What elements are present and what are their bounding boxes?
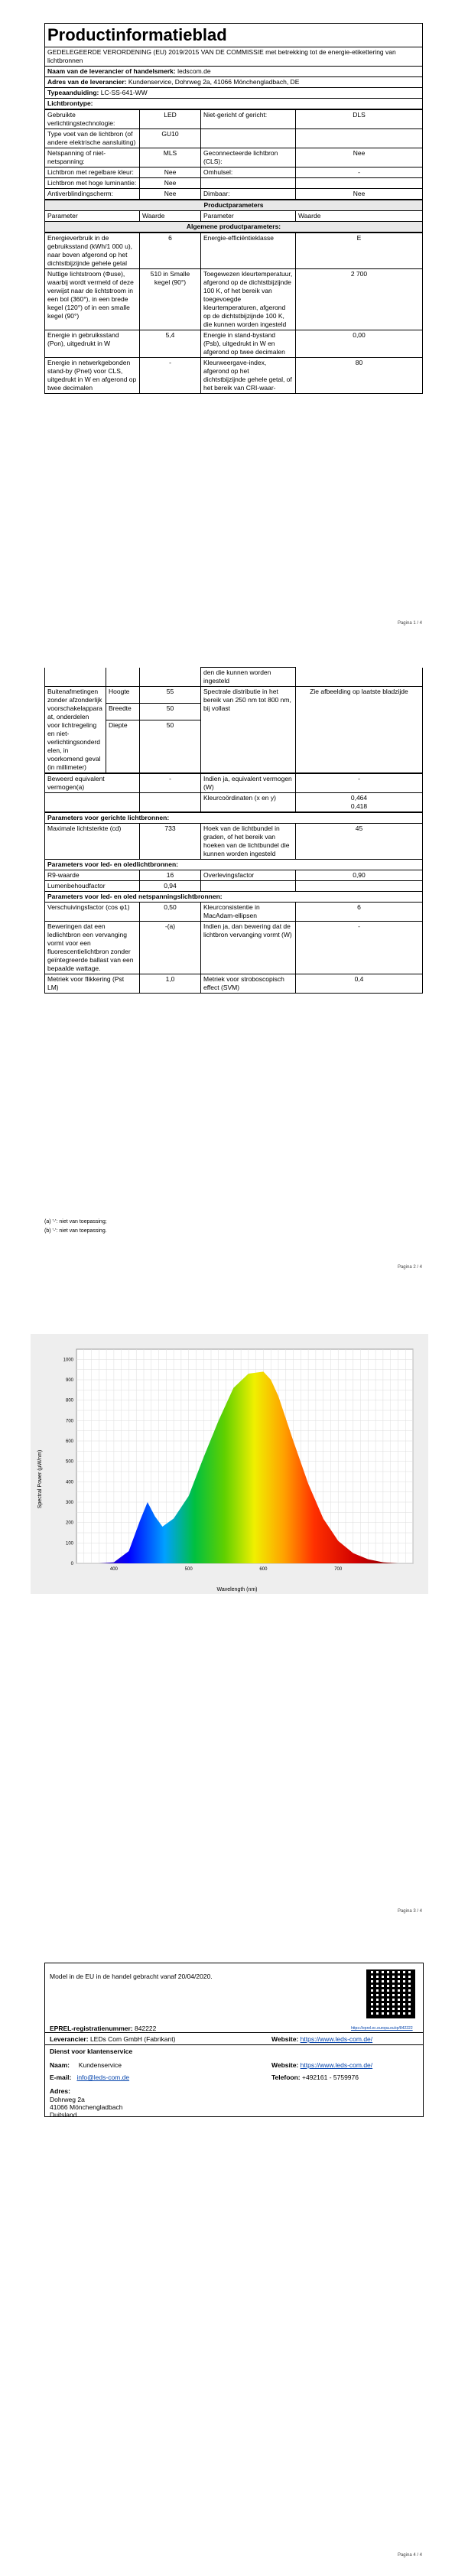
service-website-row (271, 2061, 372, 2069)
lighttype-row (45, 189, 423, 200)
x-tick-label: 700 (334, 1567, 343, 1572)
address-line: 41066 Mönchengladbach (50, 2103, 123, 2111)
mains-param-cell: 6 (296, 903, 423, 922)
service-name-row (50, 2061, 122, 2069)
col-param-2: Parameter (201, 211, 296, 222)
general-param-cell: Energie in netwerkgebonden stand-by (Pnet) voor CLS, uitgedrukt in W en afgerond op twee decimalen (45, 358, 140, 394)
phone-value: +492161 - 5759976 (302, 2073, 359, 2081)
page-number-3: Pagina 3 / 4 (397, 1909, 422, 1914)
lighttype-cell: Lichtbron met hoge luminantie: (45, 178, 140, 189)
col-value-2: Waarde (296, 211, 423, 222)
general-param-row (45, 358, 423, 394)
address-line: Dohrweg 2a (50, 2096, 85, 2103)
general-param-cell: - (140, 358, 201, 394)
page-1 (0, 0, 455, 644)
lighttype-cell: - (296, 168, 423, 178)
general-param-cell: 6 (140, 233, 201, 269)
lighttype-row (45, 129, 423, 148)
y-tick-label: 700 (65, 1419, 73, 1424)
led-param-cell: 0,90 (296, 870, 423, 881)
lighttype-row (45, 110, 423, 129)
x-tick-label: 500 (184, 1567, 193, 1572)
directional-param-row (45, 824, 423, 860)
col-param-1: Parameter (45, 211, 140, 222)
params-continued (44, 667, 422, 994)
lighttype-label: Lichtbrontype: (45, 99, 423, 109)
spectral-value: Zie afbeelding op laatste bladzijde (296, 687, 423, 773)
general-param-cell: Energieverbruik in de gebruiksstand (kWh/1 000 u), naar boven afgerond op het dichtstbijzijnde gehele getal (45, 233, 140, 269)
dim-width-label: Breedte (106, 704, 140, 720)
lighttype-cell: Niet-gericht of gericht: (201, 110, 296, 129)
led-header: Parameters voor led- en oledlichtbronnen: (45, 860, 423, 870)
general-param-cell: Kleurweergave-index, afgerond op het dichtstbijzijnde gehele getal, of het bereik van CRI-waar- (201, 358, 296, 394)
y-tick-label: 900 (65, 1378, 73, 1383)
directional-param-cell: Maximale lichtsterkte (cd) (45, 824, 140, 860)
address-block (50, 2096, 122, 2119)
regulation-text: GEDELEGEERDE VERORDENING (EU) 2019/2015 VAN DE COMMISSIE met betrekking tot de energie-etikettering van lichtbronnen (45, 47, 423, 67)
dim-height-value: 55 (140, 687, 201, 704)
lighttype-cell: Nee (140, 189, 201, 200)
phone-label: Telefoon: (271, 2073, 301, 2081)
supplier-name-value: ledscom.de (177, 67, 211, 75)
website-link[interactable]: https://www.leds-com.de/ (300, 2035, 373, 2043)
lighttype-cell: Type voet van de lichtbron (of andere elektrische aansluiting) (45, 129, 140, 148)
general-param-row (45, 330, 423, 358)
spectral-label: Spectrale distributie in het bereik van 250 nm tot 800 nm, bij vollast (201, 687, 296, 773)
address-line: Duitsland (50, 2111, 77, 2119)
mains-param-cell: Beweringen dat een ledlichtbron een vervanging vormt voor een fluorescentielichtbron zonder geïntegreerde ballast van een bepaalde wattage. (45, 922, 140, 974)
service-website-label: Website: (271, 2061, 299, 2069)
lighttype-cell: DLS (296, 110, 423, 129)
page-4 (0, 1932, 455, 2576)
led-param-cell: 0,94 (140, 881, 201, 892)
eprel-link[interactable]: https://eprel.ec.europa.eu/qr/842222 (351, 2026, 413, 2031)
general-params-table (44, 233, 423, 394)
eprel-label: EPREL-registratienummer: (50, 2025, 133, 2032)
dimensions-label: Buitenafmetingen zonder afzonderlijk voorschakelapparaat, onderdelen voor lichtregeling en niet-verlichtingsonderdelen, in voorkomend geval (in millimeter) (45, 687, 106, 773)
product-params-table (44, 200, 423, 233)
lighttype-cell: Nee (140, 178, 201, 189)
dim-width-value: 50 (140, 704, 201, 720)
general-param-cell: E (296, 233, 423, 269)
supplier-name-row (45, 67, 423, 77)
phone-row (271, 2073, 359, 2081)
mains-param-cell: 0,50 (140, 903, 201, 922)
model-row (45, 88, 423, 99)
header-table (44, 23, 423, 109)
general-param-row (45, 233, 423, 269)
mains-param-row (45, 922, 423, 974)
lighttype-cell: Lichtbron met regelbare kleur: (45, 168, 140, 178)
equivalent-cell (140, 793, 201, 812)
page-number-2: Pagina 2 / 4 (397, 1265, 422, 1270)
supplier-address-label: Adres van de leverancier: (47, 78, 127, 86)
lighttype-cell: Omhulsel: (201, 168, 296, 178)
supplier-address-value: Kundenservice, Dohrweg 2a, 41066 Mönchengladbach, DE (128, 78, 300, 86)
mains-param-cell: Metriek voor stroboscopisch effect (SVM) (201, 974, 296, 994)
lighttype-cell (296, 129, 423, 148)
led-param-row (45, 881, 423, 892)
general-param-row (45, 269, 423, 330)
mains-param-cell: - (296, 922, 423, 974)
lighttype-cell: Netspanning of niet-netspanning: (45, 148, 140, 168)
page-3 (0, 1288, 455, 1932)
directional-header: Parameters voor gerichte lichtbronnen: (45, 813, 423, 824)
equivalent-row (45, 793, 423, 812)
x-tick-label: 600 (259, 1567, 268, 1572)
general-param-cell: Energie in gebruiksstand (Pon), uitgedrukt in W (45, 330, 140, 358)
lighttype-cell (201, 129, 296, 148)
general-param-cell: Energie in stand-bystand (Psb), uitgedrukt in W en afgerond op twee decimalen (201, 330, 296, 358)
eprel-value: 842222 (135, 2025, 157, 2032)
lighttype-cell: Antiverblindingscherm: (45, 189, 140, 200)
equivalent-cell: Kleurcoördinaten (x en y) (201, 793, 296, 812)
supplier-value: LEDs Com GmbH (Fabrikant) (89, 2035, 176, 2043)
eprel-row (50, 2025, 156, 2032)
y-tick-label: 0 (70, 1562, 73, 1566)
qr-code-icon[interactable] (366, 1969, 415, 2018)
continued-cell: den die kunnen worden ingesteld (201, 668, 296, 687)
website-label: Website: (271, 2035, 299, 2043)
email-row (50, 2073, 129, 2081)
dim-depth-label: Diepte (106, 720, 140, 773)
sheet-title: Productinformatieblad (45, 24, 423, 47)
directional-param-cell: Hoek van de lichtbundel in graden, of het bereik van hoeken van de lichtbundel die kunnen worden ingesteld (201, 824, 296, 860)
footnote-b: (b) '-': niet van toepassing. (44, 1228, 107, 1234)
general-param-cell: 5,4 (140, 330, 201, 358)
general-param-cell: Nuttige lichtstroom (Φuse), waarbij wordt vermeld of deze verwijst naar de lichtstroom in een bol (360°), in een brede kegel (120°) of in een smalle kegel (90°) (45, 269, 140, 330)
lighttype-cell: MLS (140, 148, 201, 168)
directional-param-cell: 45 (296, 824, 423, 860)
equivalent-cell: Beweerd equivalent vermogen(a) (45, 774, 140, 793)
led-param-cell: R9-waarde (45, 870, 140, 881)
footnote-a: (a) '-': niet van toepassing; (44, 1219, 107, 1225)
website-row (271, 2035, 372, 2043)
lighttype-cell: Dimbaar: (201, 189, 296, 200)
y-tick-label: 1000 (63, 1358, 73, 1363)
model-label: Typeaanduiding: (47, 89, 99, 96)
mains-param-cell: 0,4 (296, 974, 423, 994)
model-value: LC-SS-641-WW (100, 89, 148, 96)
lighttype-table (44, 109, 423, 200)
general-param-cell: 2 700 (296, 269, 423, 330)
lighttype-cell: Nee (296, 189, 423, 200)
led-param-cell: Overlevingsfactor (201, 870, 296, 881)
led-param-cell (201, 881, 296, 892)
lighttype-cell (201, 178, 296, 189)
lighttype-row (45, 168, 423, 178)
col-value-1: Waarde (140, 211, 201, 222)
led-param-cell: Lumenbehoudfactor (45, 881, 140, 892)
y-tick-label: 500 (65, 1459, 73, 1465)
general-param-cell: Toegewezen kleurtemperatuur, afgerond op de dichtstbijzijnde 100 K, of het bereik van toegevoegde kleurtemperaturen, afgerond op de dichtstbijzijnde 100 K, die kunnen worden ingesteld (201, 269, 296, 330)
continued-table (44, 667, 423, 773)
x-axis-label: Wavelength (nm) (216, 1587, 258, 1592)
mains-param-cell: 1,0 (140, 974, 201, 994)
lighttype-row (45, 148, 423, 168)
directional-table (44, 812, 423, 994)
general-param-cell: Energie-efficiëntieklasse (201, 233, 296, 269)
spectrum-chart (31, 1334, 428, 1594)
service-name-label: Naam: (50, 2061, 70, 2069)
equivalent-row (45, 774, 423, 793)
supplier-row (50, 2035, 175, 2043)
y-tick-label: 100 (65, 1541, 73, 1547)
general-param-cell: 0,00 (296, 330, 423, 358)
y-tick-label: 400 (65, 1480, 73, 1485)
y-axis-label: Spectral Power (µW/nm) (37, 1449, 43, 1509)
general-param-cell: 510 in Smalle kegel (90°) (140, 269, 201, 330)
page-2 (0, 644, 455, 1288)
registration-box (44, 1963, 424, 2117)
lighttype-cell (296, 178, 423, 189)
lighttype-cell: GU10 (140, 129, 201, 148)
market-date: Model in de EU in de handel gebracht vanaf 20/04/2020. (50, 1973, 213, 1980)
equivalent-cell: 0,464 0,418 (296, 793, 423, 812)
supplier-address-row (45, 77, 423, 88)
dim-depth-value: 50 (140, 720, 201, 773)
lighttype-cell: Nee (296, 148, 423, 168)
mains-param-cell: Verschuivingsfactor (cos φ1) (45, 903, 140, 922)
lighttype-cell: Gebruikte verlichtingstechnologie: (45, 110, 140, 129)
mains-param-cell: Metriek voor flikkering (Pst LM) (45, 974, 140, 994)
equivalent-cell: - (140, 774, 201, 793)
directional-param-cell: 733 (140, 824, 201, 860)
mains-param-cell: Indien ja, dan bewering dat de lichtbron vervanging vormt (W) (201, 922, 296, 974)
led-param-cell: 16 (140, 870, 201, 881)
dim-height-label: Hoogte (106, 687, 140, 704)
address-label: Adres: (50, 2087, 70, 2095)
service-header: Dienst voor klantenservice (50, 2047, 133, 2055)
mains-param-row (45, 974, 423, 994)
page-number-1: Pagina 1 / 4 (397, 621, 422, 626)
supplier-name-label: Naam van de leverancier of handelsmerk: (47, 67, 176, 75)
lighttype-cell: LED (140, 110, 201, 129)
y-tick-label: 800 (65, 1398, 73, 1403)
supplier-label: Leverancier: (50, 2035, 89, 2043)
general-params-header: Algemene productparameters: (45, 222, 423, 233)
led-param-cell (296, 881, 423, 892)
x-tick-label: 400 (109, 1567, 118, 1572)
equivalent-cell: - (296, 774, 423, 793)
mains-header: Parameters voor led- en oled netspanningslichtbronnen: (45, 892, 423, 903)
email-link[interactable]: info@leds-com.de (76, 2073, 130, 2081)
equivalent-table (44, 773, 423, 812)
email-label: E-mail: (50, 2073, 72, 2081)
y-tick-label: 600 (65, 1439, 73, 1444)
equivalent-cell: Indien ja, equivalent vermogen (W) (201, 774, 296, 793)
y-tick-label: 200 (65, 1521, 73, 1526)
product-info-sheet (44, 23, 422, 394)
mains-param-cell: Kleurconsistentie in MacAdam-ellipsen (201, 903, 296, 922)
service-name-value: Kundenservice (78, 2061, 122, 2069)
lighttype-cell: Nee (140, 168, 201, 178)
led-param-row (45, 870, 423, 881)
general-param-cell: 80 (296, 358, 423, 394)
product-params-header: Productparameters (45, 200, 423, 211)
lighttype-row (45, 178, 423, 189)
mains-param-row (45, 903, 423, 922)
page-number-4: Pagina 4 / 4 (397, 2553, 422, 2558)
y-tick-label: 300 (65, 1501, 73, 1505)
mains-param-cell: -(a) (140, 922, 201, 974)
service-website-link[interactable]: https://www.leds-com.de/ (300, 2061, 373, 2069)
equivalent-cell (45, 793, 140, 812)
lighttype-cell: Geconnecteerde lichtbron (CLS): (201, 148, 296, 168)
